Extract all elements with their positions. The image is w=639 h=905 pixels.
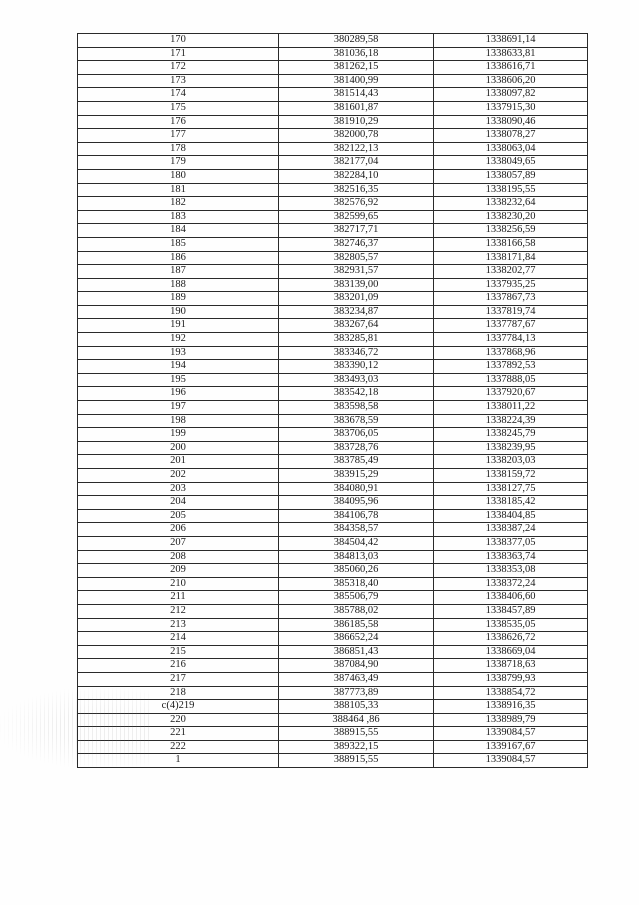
x-coordinate-cell: 387463,49 bbox=[279, 672, 434, 686]
x-coordinate-cell: 384358,57 bbox=[279, 523, 434, 537]
point-number-cell: 171 bbox=[78, 47, 279, 61]
x-coordinate-cell: 384504,42 bbox=[279, 536, 434, 550]
point-number-cell: 193 bbox=[78, 346, 279, 360]
point-number-cell: 208 bbox=[78, 550, 279, 564]
point-number-cell: 216 bbox=[78, 659, 279, 673]
y-coordinate-cell: 1338230,20 bbox=[434, 210, 588, 224]
x-coordinate-cell: 381262,15 bbox=[279, 61, 434, 75]
y-coordinate-cell: 1337784,13 bbox=[434, 333, 588, 347]
y-coordinate-cell: 1338854,72 bbox=[434, 686, 588, 700]
point-number-cell: 195 bbox=[78, 373, 279, 387]
x-coordinate-cell: 382122,13 bbox=[279, 142, 434, 156]
x-coordinate-cell: 383542,18 bbox=[279, 387, 434, 401]
y-coordinate-cell: 1338799,93 bbox=[434, 672, 588, 686]
x-coordinate-cell: 382177,04 bbox=[279, 156, 434, 170]
x-coordinate-cell: 385506,79 bbox=[279, 591, 434, 605]
point-number-cell: 200 bbox=[78, 441, 279, 455]
coordinates-table bbox=[77, 33, 588, 768]
point-number-cell: 177 bbox=[78, 129, 279, 143]
point-number-cell: 180 bbox=[78, 169, 279, 183]
x-coordinate-cell: 385788,02 bbox=[279, 604, 434, 618]
x-coordinate-cell: 388915,55 bbox=[279, 727, 434, 741]
point-number-cell: 179 bbox=[78, 156, 279, 170]
x-coordinate-cell: 386185,58 bbox=[279, 618, 434, 632]
point-number-cell: 222 bbox=[78, 740, 279, 754]
table-row bbox=[78, 523, 588, 537]
table-row bbox=[78, 591, 588, 605]
table-row bbox=[78, 455, 588, 469]
y-coordinate-cell: 1338127,75 bbox=[434, 482, 588, 496]
table-row bbox=[78, 482, 588, 496]
table-row bbox=[78, 360, 588, 374]
table-row bbox=[78, 61, 588, 75]
x-coordinate-cell: 383346,72 bbox=[279, 346, 434, 360]
x-coordinate-cell: 383267,64 bbox=[279, 319, 434, 333]
y-coordinate-cell: 1337888,05 bbox=[434, 373, 588, 387]
y-coordinate-cell: 1338535,05 bbox=[434, 618, 588, 632]
point-number-cell: 186 bbox=[78, 251, 279, 265]
x-coordinate-cell: 381910,29 bbox=[279, 115, 434, 129]
y-coordinate-cell: 1338406,60 bbox=[434, 591, 588, 605]
point-number-cell: 182 bbox=[78, 197, 279, 211]
point-number-cell: 213 bbox=[78, 618, 279, 632]
point-number-cell: 192 bbox=[78, 333, 279, 347]
table-row bbox=[78, 401, 588, 415]
table-row bbox=[78, 632, 588, 646]
x-coordinate-cell: 388915,55 bbox=[279, 754, 434, 768]
table-row bbox=[78, 265, 588, 279]
x-coordinate-cell: 383785,49 bbox=[279, 455, 434, 469]
table-row bbox=[78, 115, 588, 129]
point-number-cell: 199 bbox=[78, 428, 279, 442]
table-row bbox=[78, 564, 588, 578]
table-row bbox=[78, 333, 588, 347]
y-coordinate-cell: 1338633,81 bbox=[434, 47, 588, 61]
x-coordinate-cell: 382599,65 bbox=[279, 210, 434, 224]
table-row bbox=[78, 496, 588, 510]
point-number-cell: 201 bbox=[78, 455, 279, 469]
x-coordinate-cell: 383493,03 bbox=[279, 373, 434, 387]
x-coordinate-cell: 383915,29 bbox=[279, 469, 434, 483]
table-row bbox=[78, 754, 588, 768]
point-number-cell: 176 bbox=[78, 115, 279, 129]
y-coordinate-cell: 1339084,57 bbox=[434, 754, 588, 768]
point-number-cell: 197 bbox=[78, 401, 279, 415]
y-coordinate-cell: 1337787,67 bbox=[434, 319, 588, 333]
point-number-cell: 202 bbox=[78, 469, 279, 483]
y-coordinate-cell: 1338669,04 bbox=[434, 645, 588, 659]
y-coordinate-cell: 1338097,82 bbox=[434, 88, 588, 102]
x-coordinate-cell: 382746,37 bbox=[279, 237, 434, 251]
point-number-cell: 188 bbox=[78, 278, 279, 292]
x-coordinate-cell: 382284,10 bbox=[279, 169, 434, 183]
y-coordinate-cell: 1338202,77 bbox=[434, 265, 588, 279]
x-coordinate-cell: 383201,09 bbox=[279, 292, 434, 306]
table-row bbox=[78, 346, 588, 360]
table-row bbox=[78, 251, 588, 265]
point-number-cell: 194 bbox=[78, 360, 279, 374]
table-row bbox=[78, 604, 588, 618]
table-row bbox=[78, 183, 588, 197]
table-row bbox=[78, 686, 588, 700]
y-coordinate-cell: 1338916,35 bbox=[434, 700, 588, 714]
y-coordinate-cell: 1338245,79 bbox=[434, 428, 588, 442]
table-row bbox=[78, 292, 588, 306]
y-coordinate-cell: 1338171,84 bbox=[434, 251, 588, 265]
point-number-cell: 187 bbox=[78, 265, 279, 279]
point-number-cell: 172 bbox=[78, 61, 279, 75]
point-number-cell: 204 bbox=[78, 496, 279, 510]
x-coordinate-cell: 383234,87 bbox=[279, 305, 434, 319]
table-row bbox=[78, 740, 588, 754]
table-row bbox=[78, 278, 588, 292]
point-number-cell: 205 bbox=[78, 509, 279, 523]
x-coordinate-cell: 386652,24 bbox=[279, 632, 434, 646]
point-number-cell: 215 bbox=[78, 645, 279, 659]
y-coordinate-cell: 1337920,67 bbox=[434, 387, 588, 401]
point-number-cell: 220 bbox=[78, 713, 279, 727]
table-row bbox=[78, 142, 588, 156]
x-coordinate-cell: 388464 ,86 bbox=[279, 713, 434, 727]
table-row bbox=[78, 441, 588, 455]
table-row bbox=[78, 47, 588, 61]
x-coordinate-cell: 387084,90 bbox=[279, 659, 434, 673]
point-number-cell: 207 bbox=[78, 536, 279, 550]
x-coordinate-cell: 382717,71 bbox=[279, 224, 434, 238]
point-number-cell: 210 bbox=[78, 577, 279, 591]
y-coordinate-cell: 1338363,74 bbox=[434, 550, 588, 564]
table-row bbox=[78, 618, 588, 632]
table-row bbox=[78, 156, 588, 170]
y-coordinate-cell: 1339167,67 bbox=[434, 740, 588, 754]
y-coordinate-cell: 1338626,72 bbox=[434, 632, 588, 646]
y-coordinate-cell: 1338377,05 bbox=[434, 536, 588, 550]
y-coordinate-cell: 1337935,25 bbox=[434, 278, 588, 292]
point-number-cell: 184 bbox=[78, 224, 279, 238]
y-coordinate-cell: 1338691,14 bbox=[434, 34, 588, 48]
x-coordinate-cell: 383285,81 bbox=[279, 333, 434, 347]
x-coordinate-cell: 384813,03 bbox=[279, 550, 434, 564]
x-coordinate-cell: 387773,89 bbox=[279, 686, 434, 700]
y-coordinate-cell: 1338616,71 bbox=[434, 61, 588, 75]
y-coordinate-cell: 1338232,64 bbox=[434, 197, 588, 211]
y-coordinate-cell: 1338404,85 bbox=[434, 509, 588, 523]
y-coordinate-cell: 1338011,22 bbox=[434, 401, 588, 415]
x-coordinate-cell: 388105,33 bbox=[279, 700, 434, 714]
table-row bbox=[78, 428, 588, 442]
y-coordinate-cell: 1337915,30 bbox=[434, 101, 588, 115]
table-row bbox=[78, 469, 588, 483]
y-coordinate-cell: 1338063,04 bbox=[434, 142, 588, 156]
x-coordinate-cell: 382576,92 bbox=[279, 197, 434, 211]
x-coordinate-cell: 386851,43 bbox=[279, 645, 434, 659]
point-number-cell: 198 bbox=[78, 414, 279, 428]
x-coordinate-cell: 381036,18 bbox=[279, 47, 434, 61]
table-row bbox=[78, 224, 588, 238]
table-row bbox=[78, 197, 588, 211]
point-number-cell: 183 bbox=[78, 210, 279, 224]
x-coordinate-cell: 389322,15 bbox=[279, 740, 434, 754]
y-coordinate-cell: 1338049,65 bbox=[434, 156, 588, 170]
x-coordinate-cell: 382931,57 bbox=[279, 265, 434, 279]
y-coordinate-cell: 1337819,74 bbox=[434, 305, 588, 319]
x-coordinate-cell: 384106,78 bbox=[279, 509, 434, 523]
table-row bbox=[78, 727, 588, 741]
y-coordinate-cell: 1338606,20 bbox=[434, 74, 588, 88]
x-coordinate-cell: 384095,96 bbox=[279, 496, 434, 510]
point-number-cell: 173 bbox=[78, 74, 279, 88]
y-coordinate-cell: 1338195,55 bbox=[434, 183, 588, 197]
point-number-cell: 209 bbox=[78, 564, 279, 578]
table-row bbox=[78, 659, 588, 673]
y-coordinate-cell: 1338989,79 bbox=[434, 713, 588, 727]
point-number-cell: 203 bbox=[78, 482, 279, 496]
table-row bbox=[78, 237, 588, 251]
x-coordinate-cell: 383598,58 bbox=[279, 401, 434, 415]
y-coordinate-cell: 1337868,96 bbox=[434, 346, 588, 360]
y-coordinate-cell: 1338256,59 bbox=[434, 224, 588, 238]
y-coordinate-cell: 1337867,73 bbox=[434, 292, 588, 306]
point-number-cell: 190 bbox=[78, 305, 279, 319]
y-coordinate-cell: 1338353,08 bbox=[434, 564, 588, 578]
y-coordinate-cell: 1338718,63 bbox=[434, 659, 588, 673]
coordinates-table-body bbox=[78, 34, 588, 768]
x-coordinate-cell: 381514,43 bbox=[279, 88, 434, 102]
table-row bbox=[78, 672, 588, 686]
table-row bbox=[78, 700, 588, 714]
point-number-cell: 221 bbox=[78, 727, 279, 741]
point-number-cell: 214 bbox=[78, 632, 279, 646]
y-coordinate-cell: 1338372,24 bbox=[434, 577, 588, 591]
x-coordinate-cell: 383139,00 bbox=[279, 278, 434, 292]
table-row bbox=[78, 210, 588, 224]
point-number-cell: 191 bbox=[78, 319, 279, 333]
point-number-cell: 181 bbox=[78, 183, 279, 197]
x-coordinate-cell: 385060,26 bbox=[279, 564, 434, 578]
y-coordinate-cell: 1339084,57 bbox=[434, 727, 588, 741]
table-row bbox=[78, 34, 588, 48]
point-number-cell: 211 bbox=[78, 591, 279, 605]
x-coordinate-cell: 383390,12 bbox=[279, 360, 434, 374]
x-coordinate-cell: 380289,58 bbox=[279, 34, 434, 48]
y-coordinate-cell: 1338239,95 bbox=[434, 441, 588, 455]
table-row bbox=[78, 88, 588, 102]
y-coordinate-cell: 1338224,39 bbox=[434, 414, 588, 428]
table-row bbox=[78, 509, 588, 523]
y-coordinate-cell: 1338078,27 bbox=[434, 129, 588, 143]
point-number-cell: 170 bbox=[78, 34, 279, 48]
x-coordinate-cell: 381601,87 bbox=[279, 101, 434, 115]
table-row bbox=[78, 169, 588, 183]
x-coordinate-cell: 385318,40 bbox=[279, 577, 434, 591]
y-coordinate-cell: 1338387,24 bbox=[434, 523, 588, 537]
point-number-cell: 217 bbox=[78, 672, 279, 686]
y-coordinate-cell: 1338203,03 bbox=[434, 455, 588, 469]
point-number-cell: 178 bbox=[78, 142, 279, 156]
point-number-cell: 174 bbox=[78, 88, 279, 102]
y-coordinate-cell: 1338457,89 bbox=[434, 604, 588, 618]
x-coordinate-cell: 381400,99 bbox=[279, 74, 434, 88]
table-row bbox=[78, 550, 588, 564]
point-number-cell: 175 bbox=[78, 101, 279, 115]
point-number-cell: 189 bbox=[78, 292, 279, 306]
table-row bbox=[78, 101, 588, 115]
table-row bbox=[78, 645, 588, 659]
x-coordinate-cell: 383728,76 bbox=[279, 441, 434, 455]
point-number-cell: 218 bbox=[78, 686, 279, 700]
y-coordinate-cell: 1338185,42 bbox=[434, 496, 588, 510]
point-number-cell: c(4)219 bbox=[78, 700, 279, 714]
x-coordinate-cell: 383678,59 bbox=[279, 414, 434, 428]
table-row bbox=[78, 129, 588, 143]
table-row bbox=[78, 305, 588, 319]
table-row bbox=[78, 74, 588, 88]
x-coordinate-cell: 383706,05 bbox=[279, 428, 434, 442]
x-coordinate-cell: 382805,57 bbox=[279, 251, 434, 265]
table-row bbox=[78, 577, 588, 591]
table-row bbox=[78, 536, 588, 550]
table-row bbox=[78, 713, 588, 727]
y-coordinate-cell: 1338057,89 bbox=[434, 169, 588, 183]
y-coordinate-cell: 1338166,58 bbox=[434, 237, 588, 251]
y-coordinate-cell: 1338159,72 bbox=[434, 469, 588, 483]
table-row bbox=[78, 319, 588, 333]
y-coordinate-cell: 1337892,53 bbox=[434, 360, 588, 374]
point-number-cell: 1 bbox=[78, 754, 279, 768]
x-coordinate-cell: 382000,78 bbox=[279, 129, 434, 143]
table-row bbox=[78, 373, 588, 387]
table-row bbox=[78, 387, 588, 401]
point-number-cell: 206 bbox=[78, 523, 279, 537]
table-row bbox=[78, 414, 588, 428]
point-number-cell: 185 bbox=[78, 237, 279, 251]
x-coordinate-cell: 382516,35 bbox=[279, 183, 434, 197]
point-number-cell: 196 bbox=[78, 387, 279, 401]
point-number-cell: 212 bbox=[78, 604, 279, 618]
x-coordinate-cell: 384080,91 bbox=[279, 482, 434, 496]
y-coordinate-cell: 1338090,46 bbox=[434, 115, 588, 129]
